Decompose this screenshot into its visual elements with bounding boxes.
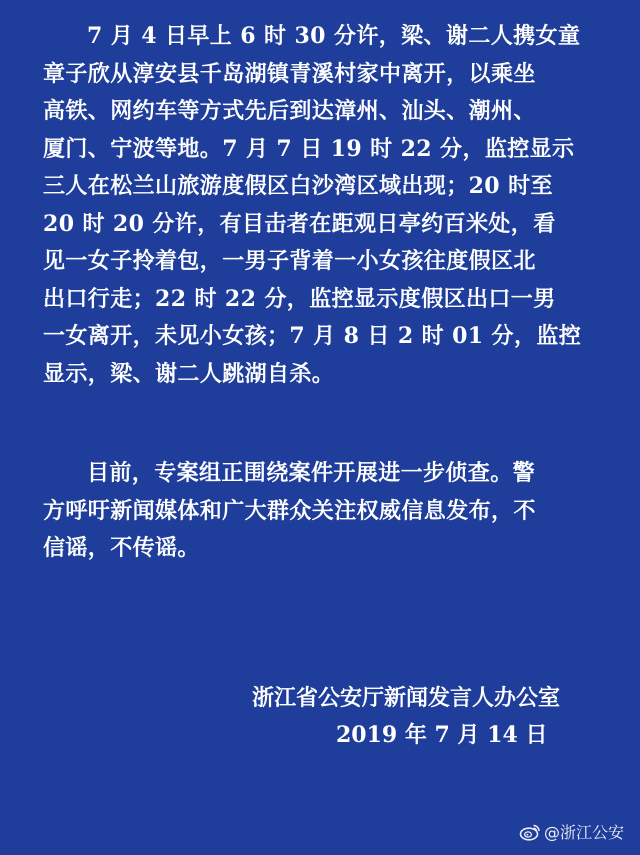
text-line: 一女离开，未见小女孩；7 月 8 日 2 时 01 分，监控 (43, 323, 582, 349)
text-line: 见一女子拎着包，一男子背着一小女孩往度假区北 (43, 248, 536, 274)
watermark-text: @浙江公安 (543, 823, 624, 842)
signature-date: 2019 年 7 月 14 日 (336, 722, 548, 748)
text-line: 高铁、网约车等方式先后到达漳州、汕头、潮州、 (43, 98, 536, 124)
text-line: 三人在松兰山旅游度假区白沙湾区域出现；20 时至 (43, 173, 553, 199)
text-line: 20 时 20 分许，有目击者在距观日亭约百米处，看 (43, 210, 556, 237)
text-line: 章子欣从淳安县千岛湖镇青溪村家中离开，以乘坐 (43, 60, 536, 87)
text-line: 厦门、宁波等地。7 月 7 日 19 时 22 分，监控显示 (43, 135, 575, 162)
text-line: 显示，梁、谢二人跳湖自杀。 (43, 360, 335, 387)
weibo-icon (519, 823, 541, 841)
weibo-watermark (519, 820, 624, 843)
text-line: 方呼吁新闻媒体和广大群众关注权威信息发布，不 (43, 497, 536, 524)
signature-office: 浙江省公安厅新闻发言人办公室 (252, 685, 561, 711)
notice-paragraph-1 (43, 18, 581, 393)
text-line: 出口行走；22 时 22 分，监控显示度假区出口一男 (43, 285, 556, 312)
notice-paragraph-2 (43, 455, 536, 568)
text-line: 7 月 4 日早上 6 时 30 分许，梁、谢二人携女童 (87, 23, 581, 49)
text-line: 目前，专案组正围绕案件开展进一步侦查。警 (87, 460, 536, 486)
signature-block (252, 680, 560, 754)
text-line: 信谣，不传谣。 (43, 535, 200, 561)
